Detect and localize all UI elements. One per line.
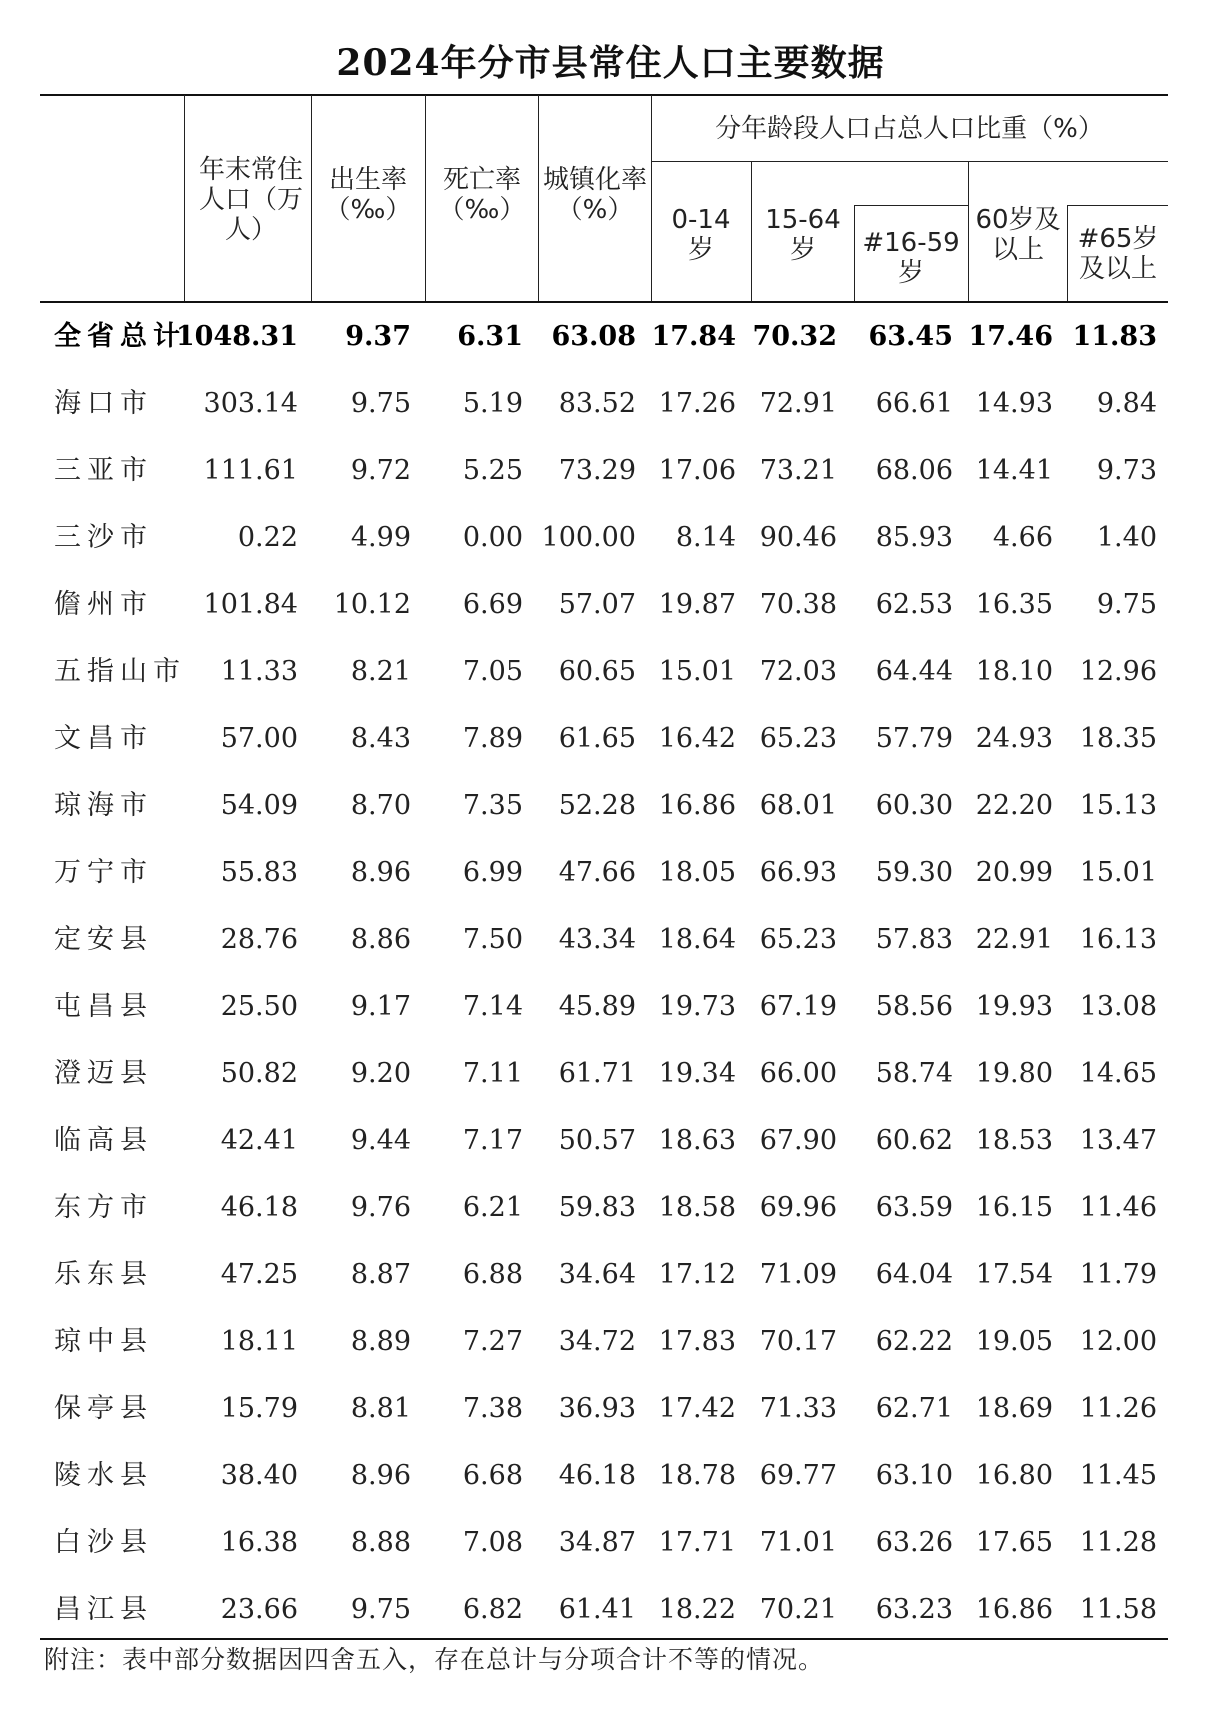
cell-age-0-14: 18.63 — [658, 1125, 736, 1156]
cell-death-rate: 6.31 — [457, 321, 523, 352]
cell-age-0-14: 18.78 — [658, 1460, 736, 1491]
header-urbanization: 城镇化率（%） — [543, 165, 648, 225]
cell-death-rate: 7.89 — [462, 723, 523, 754]
cell-age-65-plus: 13.47 — [1079, 1125, 1157, 1156]
region-name: 屯昌县 — [54, 991, 153, 1022]
cell-age-60-plus: 22.20 — [975, 790, 1053, 821]
header-age-group: 分年龄段人口占总人口比重（%） — [715, 114, 1104, 144]
cell-age-60-plus: 19.05 — [975, 1326, 1053, 1357]
region-name: 海口市 — [54, 388, 153, 419]
col-divider — [311, 95, 312, 301]
cell-death-rate: 6.82 — [462, 1594, 523, 1625]
cell-birth-rate: 8.43 — [350, 723, 411, 754]
cell-age-60-plus: 16.15 — [975, 1192, 1053, 1223]
cell-age-16-59: 63.59 — [875, 1192, 953, 1223]
cell-age-15-64: 70.38 — [759, 589, 837, 620]
cell-age-16-59: 58.56 — [875, 991, 953, 1022]
cell-urbanization: 83.52 — [558, 388, 636, 419]
cell-urbanization: 43.34 — [558, 924, 636, 955]
cell-age-65-plus: 14.65 — [1079, 1058, 1157, 1089]
region-name: 保亭县 — [54, 1393, 153, 1424]
cell-population: 1048.31 — [175, 321, 298, 352]
cell-age-15-64: 66.00 — [759, 1058, 837, 1089]
cell-age-65-plus: 12.00 — [1079, 1326, 1157, 1357]
cell-age-60-plus: 24.93 — [975, 723, 1053, 754]
cell-population: 25.50 — [220, 991, 298, 1022]
cell-age-65-plus: 1.40 — [1096, 522, 1157, 553]
cell-age-0-14: 8.14 — [675, 522, 736, 553]
cell-age-60-plus: 18.69 — [975, 1393, 1053, 1424]
cell-age-65-plus: 11.83 — [1072, 321, 1157, 352]
cell-age-60-plus: 17.65 — [975, 1527, 1053, 1558]
table-row — [40, 437, 1168, 504]
cell-age-65-plus: 18.35 — [1079, 723, 1157, 754]
cell-age-15-64: 71.09 — [759, 1259, 837, 1290]
table-row — [40, 1107, 1168, 1174]
cell-birth-rate: 8.86 — [350, 924, 411, 955]
col-divider — [425, 95, 426, 301]
header-age-65-plus: #65岁及以上 — [1077, 224, 1159, 284]
cell-urbanization: 61.41 — [558, 1594, 636, 1625]
cell-age-15-64: 72.03 — [759, 656, 837, 687]
cell-age-16-59: 63.23 — [875, 1594, 953, 1625]
cell-age-15-64: 70.32 — [752, 321, 837, 352]
cell-age-65-plus: 11.26 — [1079, 1393, 1157, 1424]
col-divider — [1067, 205, 1068, 301]
table-row — [40, 504, 1168, 571]
cell-urbanization: 59.83 — [558, 1192, 636, 1223]
table-title: 2024年分市县常住人口主要数据 — [336, 42, 885, 84]
header-birth-rate: 出生率（‰） — [324, 165, 412, 225]
cell-urbanization: 52.28 — [558, 790, 636, 821]
cell-age-65-plus: 16.13 — [1079, 924, 1157, 955]
age-subgroup-divider — [854, 205, 968, 206]
cell-death-rate: 6.69 — [462, 589, 523, 620]
header-age-0-14: 0-14岁 — [671, 205, 731, 265]
cell-age-65-plus: 9.73 — [1096, 455, 1157, 486]
region-name: 临高县 — [54, 1125, 153, 1156]
region-name: 昌江县 — [54, 1594, 153, 1625]
cell-age-0-14: 18.22 — [658, 1594, 736, 1625]
cell-age-65-plus: 11.45 — [1079, 1460, 1157, 1491]
cell-age-0-14: 17.71 — [658, 1527, 736, 1558]
cell-age-60-plus: 16.35 — [975, 589, 1053, 620]
cell-urbanization: 60.65 — [558, 656, 636, 687]
cell-age-16-59: 63.45 — [868, 321, 953, 352]
cell-age-60-plus: 19.93 — [975, 991, 1053, 1022]
cell-age-65-plus: 13.08 — [1079, 991, 1157, 1022]
table-row — [40, 1509, 1168, 1576]
cell-age-16-59: 57.83 — [875, 924, 953, 955]
cell-urbanization: 57.07 — [558, 589, 636, 620]
cell-urbanization: 61.71 — [558, 1058, 636, 1089]
cell-age-65-plus: 11.46 — [1079, 1192, 1157, 1223]
header-age-15-64: 15-64岁 — [765, 205, 841, 265]
cell-death-rate: 7.08 — [462, 1527, 523, 1558]
cell-age-60-plus: 17.46 — [968, 321, 1053, 352]
cell-death-rate: 6.88 — [462, 1259, 523, 1290]
footnote: 附注：表中部分数据因四舍五入，存在总计与分项合计不等的情况。 — [44, 1645, 825, 1674]
cell-death-rate: 0.00 — [462, 522, 523, 553]
cell-age-65-plus: 9.84 — [1096, 388, 1157, 419]
cell-age-16-59: 58.74 — [875, 1058, 953, 1089]
cell-age-0-14: 19.34 — [658, 1058, 736, 1089]
cell-age-16-59: 63.10 — [875, 1460, 953, 1491]
cell-birth-rate: 9.37 — [345, 321, 411, 352]
cell-age-60-plus: 19.80 — [975, 1058, 1053, 1089]
cell-population: 303.14 — [203, 388, 298, 419]
cell-urbanization: 100.00 — [541, 522, 636, 553]
cell-age-65-plus: 11.28 — [1079, 1527, 1157, 1558]
age-subgroup-divider-65 — [1067, 205, 1168, 206]
cell-age-15-64: 70.17 — [759, 1326, 837, 1357]
cell-population: 54.09 — [220, 790, 298, 821]
cell-age-15-64: 72.91 — [759, 388, 837, 419]
table-row — [40, 303, 1168, 370]
table-row — [40, 1174, 1168, 1241]
header-population: 年末常住人口（万人） — [198, 155, 303, 245]
region-name: 文昌市 — [54, 723, 153, 754]
cell-age-15-64: 67.90 — [759, 1125, 837, 1156]
cell-age-0-14: 17.12 — [658, 1259, 736, 1290]
table-row — [40, 1442, 1168, 1509]
cell-age-60-plus: 16.86 — [975, 1594, 1053, 1625]
region-name: 儋州市 — [54, 589, 153, 620]
cell-urbanization: 45.89 — [558, 991, 636, 1022]
cell-age-15-64: 67.19 — [759, 991, 837, 1022]
cell-age-65-plus: 15.13 — [1079, 790, 1157, 821]
cell-population: 47.25 — [220, 1259, 298, 1290]
col-divider — [854, 205, 855, 301]
cell-age-16-59: 62.71 — [875, 1393, 953, 1424]
cell-age-65-plus: 9.75 — [1096, 589, 1157, 620]
cell-age-60-plus: 20.99 — [975, 857, 1053, 888]
cell-birth-rate: 8.87 — [350, 1259, 411, 1290]
cell-age-16-59: 60.62 — [875, 1125, 953, 1156]
col-divider — [538, 95, 539, 301]
cell-age-15-64: 66.93 — [759, 857, 837, 888]
cell-death-rate: 5.25 — [462, 455, 523, 486]
cell-urbanization: 50.57 — [558, 1125, 636, 1156]
region-name: 三亚市 — [54, 455, 153, 486]
cell-age-16-59: 68.06 — [875, 455, 953, 486]
cell-age-16-59: 63.26 — [875, 1527, 953, 1558]
table-row — [40, 839, 1168, 906]
region-name: 万宁市 — [54, 857, 153, 888]
cell-death-rate: 5.19 — [462, 388, 523, 419]
cell-death-rate: 6.68 — [462, 1460, 523, 1491]
cell-population: 111.61 — [203, 455, 298, 486]
cell-death-rate: 7.14 — [462, 991, 523, 1022]
col-divider — [184, 95, 185, 301]
cell-death-rate: 7.38 — [462, 1393, 523, 1424]
cell-birth-rate: 8.88 — [350, 1527, 411, 1558]
cell-age-60-plus: 17.54 — [975, 1259, 1053, 1290]
region-name: 白沙县 — [54, 1527, 153, 1558]
cell-age-15-64: 68.01 — [759, 790, 837, 821]
cell-death-rate: 7.05 — [462, 656, 523, 687]
table-row — [40, 772, 1168, 839]
cell-age-0-14: 17.83 — [658, 1326, 736, 1357]
cell-age-0-14: 17.26 — [658, 388, 736, 419]
cell-age-60-plus: 22.91 — [975, 924, 1053, 955]
cell-age-15-64: 65.23 — [759, 723, 837, 754]
cell-age-0-14: 18.58 — [658, 1192, 736, 1223]
cell-age-60-plus: 16.80 — [975, 1460, 1053, 1491]
cell-birth-rate: 9.44 — [350, 1125, 411, 1156]
cell-age-0-14: 19.87 — [658, 589, 736, 620]
cell-urbanization: 34.87 — [558, 1527, 636, 1558]
cell-age-65-plus: 11.79 — [1079, 1259, 1157, 1290]
cell-birth-rate: 9.75 — [350, 1594, 411, 1625]
cell-urbanization: 46.18 — [558, 1460, 636, 1491]
cell-age-16-59: 66.61 — [875, 388, 953, 419]
cell-population: 11.33 — [220, 656, 298, 687]
table-row — [40, 1576, 1168, 1643]
cell-age-60-plus: 4.66 — [992, 522, 1053, 553]
cell-population: 0.22 — [237, 522, 298, 553]
cell-population: 18.11 — [220, 1326, 298, 1357]
cell-population: 16.38 — [220, 1527, 298, 1558]
table-row — [40, 1375, 1168, 1442]
cell-death-rate: 7.50 — [462, 924, 523, 955]
col-divider — [751, 161, 752, 301]
cell-age-60-plus: 14.93 — [975, 388, 1053, 419]
cell-birth-rate: 9.20 — [350, 1058, 411, 1089]
header-age-16-59: #16-59岁 — [862, 228, 960, 288]
cell-urbanization: 47.66 — [558, 857, 636, 888]
cell-population: 46.18 — [220, 1192, 298, 1223]
cell-age-0-14: 16.86 — [658, 790, 736, 821]
table-row — [40, 705, 1168, 772]
table-row — [40, 638, 1168, 705]
cell-birth-rate: 9.76 — [350, 1192, 411, 1223]
region-name: 三沙市 — [54, 522, 153, 553]
cell-age-15-64: 71.33 — [759, 1393, 837, 1424]
col-divider — [968, 161, 969, 301]
cell-age-65-plus: 11.58 — [1079, 1594, 1157, 1625]
cell-death-rate: 7.27 — [462, 1326, 523, 1357]
cell-birth-rate: 10.12 — [333, 589, 411, 620]
table-row — [40, 973, 1168, 1040]
cell-population: 50.82 — [220, 1058, 298, 1089]
cell-birth-rate: 9.75 — [350, 388, 411, 419]
cell-age-60-plus: 18.53 — [975, 1125, 1053, 1156]
cell-death-rate: 7.11 — [462, 1058, 523, 1089]
region-name: 五指山市 — [54, 656, 186, 687]
cell-urbanization: 61.65 — [558, 723, 636, 754]
cell-urbanization: 36.93 — [558, 1393, 636, 1424]
cell-birth-rate: 8.21 — [350, 656, 411, 687]
region-name: 东方市 — [54, 1192, 153, 1223]
cell-age-15-64: 71.01 — [759, 1527, 837, 1558]
cell-birth-rate: 8.96 — [350, 857, 411, 888]
cell-age-15-64: 69.77 — [759, 1460, 837, 1491]
cell-age-15-64: 65.23 — [759, 924, 837, 955]
region-name: 琼中县 — [54, 1326, 153, 1357]
cell-age-15-64: 70.21 — [759, 1594, 837, 1625]
cell-age-0-14: 19.73 — [658, 991, 736, 1022]
table-row — [40, 906, 1168, 973]
cell-age-16-59: 59.30 — [875, 857, 953, 888]
cell-age-0-14: 18.05 — [658, 857, 736, 888]
cell-age-0-14: 17.42 — [658, 1393, 736, 1424]
table-row — [40, 1040, 1168, 1107]
header-death-rate: 死亡率（‰） — [438, 165, 526, 225]
cell-population: 42.41 — [220, 1125, 298, 1156]
cell-birth-rate: 8.70 — [350, 790, 411, 821]
cell-birth-rate: 8.89 — [350, 1326, 411, 1357]
region-name: 澄迈县 — [54, 1058, 153, 1089]
table-row — [40, 1308, 1168, 1375]
cell-age-16-59: 60.30 — [875, 790, 953, 821]
region-name: 乐东县 — [54, 1259, 153, 1290]
cell-age-0-14: 17.06 — [658, 455, 736, 486]
cell-death-rate: 7.17 — [462, 1125, 523, 1156]
cell-age-16-59: 64.04 — [875, 1259, 953, 1290]
cell-age-65-plus: 12.96 — [1079, 656, 1157, 687]
cell-death-rate: 6.99 — [462, 857, 523, 888]
table-row — [40, 571, 1168, 638]
age-group-divider — [651, 161, 1168, 162]
cell-age-0-14: 15.01 — [658, 656, 736, 687]
cell-age-0-14: 16.42 — [658, 723, 736, 754]
cell-age-65-plus: 15.01 — [1079, 857, 1157, 888]
region-name: 全省总计 — [54, 321, 186, 352]
cell-age-16-59: 62.22 — [875, 1326, 953, 1357]
cell-population: 23.66 — [220, 1594, 298, 1625]
cell-urbanization: 73.29 — [558, 455, 636, 486]
cell-age-15-64: 69.96 — [759, 1192, 837, 1223]
top-rule — [40, 94, 1168, 96]
cell-age-16-59: 64.44 — [875, 656, 953, 687]
cell-age-15-64: 73.21 — [759, 455, 837, 486]
cell-age-0-14: 17.84 — [651, 321, 736, 352]
region-name: 琼海市 — [54, 790, 153, 821]
table-row — [40, 370, 1168, 437]
cell-birth-rate: 9.17 — [350, 991, 411, 1022]
region-name: 陵水县 — [54, 1460, 153, 1491]
cell-urbanization: 63.08 — [551, 321, 636, 352]
cell-population: 101.84 — [203, 589, 298, 620]
cell-age-60-plus: 18.10 — [975, 656, 1053, 687]
table-row — [40, 1241, 1168, 1308]
cell-population: 55.83 — [220, 857, 298, 888]
cell-birth-rate: 8.96 — [350, 1460, 411, 1491]
cell-population: 28.76 — [220, 924, 298, 955]
cell-death-rate: 6.21 — [462, 1192, 523, 1223]
cell-population: 57.00 — [220, 723, 298, 754]
cell-age-60-plus: 14.41 — [975, 455, 1053, 486]
cell-urbanization: 34.64 — [558, 1259, 636, 1290]
region-name: 定安县 — [54, 924, 153, 955]
cell-age-0-14: 18.64 — [658, 924, 736, 955]
cell-age-16-59: 85.93 — [875, 522, 953, 553]
cell-population: 38.40 — [220, 1460, 298, 1491]
cell-age-16-59: 57.79 — [875, 723, 953, 754]
cell-age-15-64: 90.46 — [759, 522, 837, 553]
cell-birth-rate: 4.99 — [350, 522, 411, 553]
cell-death-rate: 7.35 — [462, 790, 523, 821]
cell-birth-rate: 8.81 — [350, 1393, 411, 1424]
header-age-60-plus: 60岁及以上 — [975, 205, 1061, 265]
cell-age-16-59: 62.53 — [875, 589, 953, 620]
cell-population: 15.79 — [220, 1393, 298, 1424]
cell-urbanization: 34.72 — [558, 1326, 636, 1357]
cell-birth-rate: 9.72 — [350, 455, 411, 486]
